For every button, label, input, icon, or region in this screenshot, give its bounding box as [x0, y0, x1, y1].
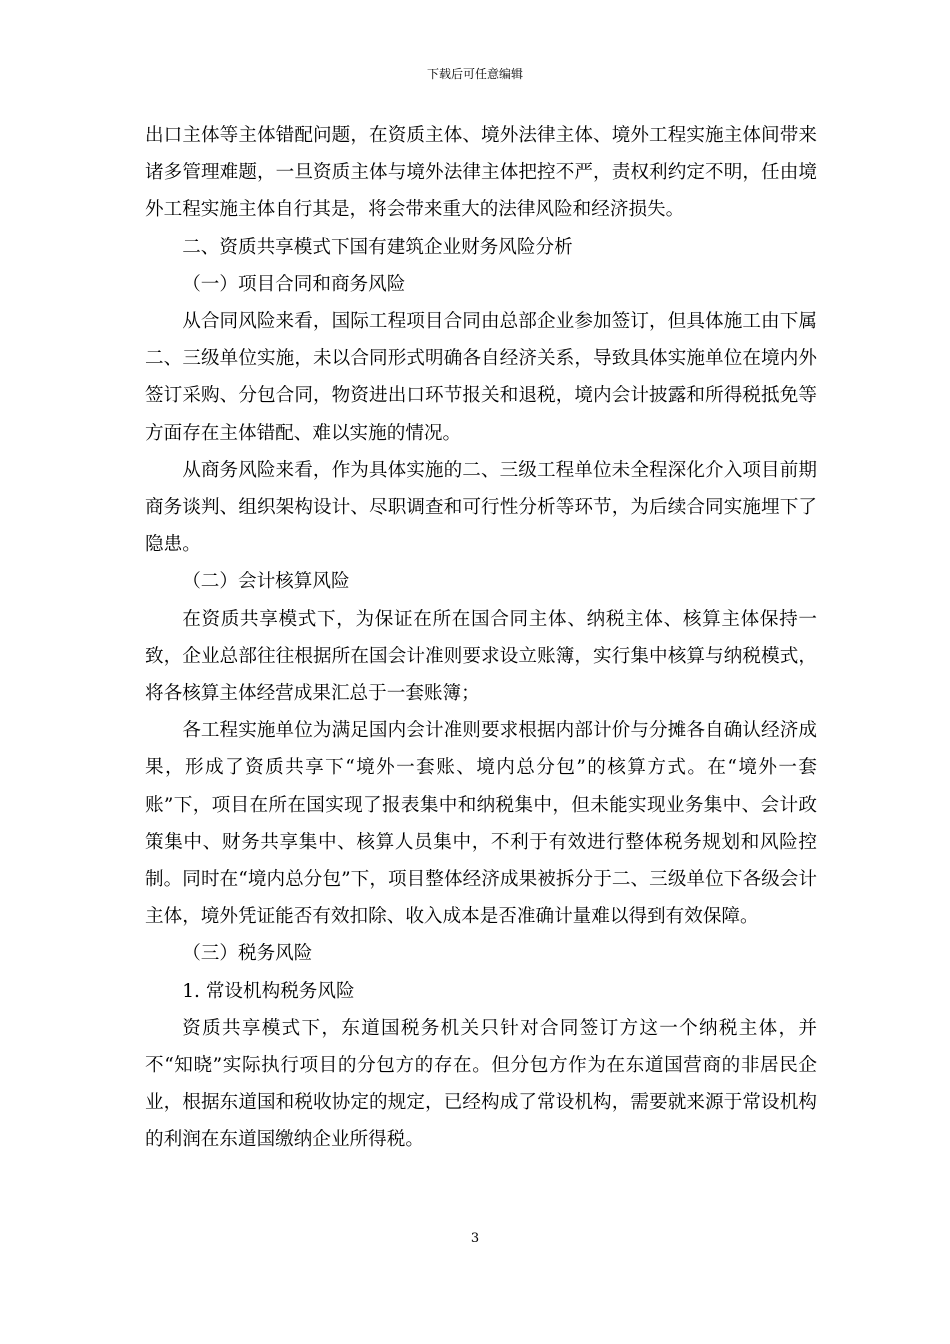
- subsection-heading: （三）税务风险: [182, 943, 313, 965]
- paragraph: 各工程实施单位为满足国内会计准则要求根据内部计价与分摊各自确认经济成果，形成了资质共享下“境外一套账、境内总分包”的核算方式。在“境外一套账”下，项目在所在国实现了报表集中和纳税集中，但未能实现业务集中、会计政策集中、财务共享集中、核算人员集中，不利于有效进行整体税务规划和风险控制。同时在“境内总分包”下，项目整体经济成果被拆分于二、三级单位下各级会计主体，境外凭证能否有效扣除、收入成本是否准确计量难以得到有效保障。: [145, 720, 817, 928]
- paragraph: 资质共享模式下，东道国税务机关只针对合同签订方这一个纳税主体，并不“知晓”实际执行项目的分包方的存在。但分包方作为在东道国营商的非居民企业，根据东道国和税收协定的规定，已经构成了常设机构，需要就来源于常设机构的利润在东道国缴纳企业所得税。: [145, 1017, 817, 1151]
- numbered-heading: 1. 常设机构税务风险: [182, 980, 355, 1002]
- paragraph-continuation: 出口主体等主体错配问题，在资质主体、境外法律主体、境外工程实施主体间带来诸多管理难题，一旦资质主体与境外法律主体把控不严，责权利约定不明，任由境外工程实施主体自行其是，将会带来重大的法律风险和经济损失。: [145, 125, 817, 221]
- subsection-heading: （一）项目合同和商务风险: [182, 273, 406, 295]
- page-header: 下载后可任意编辑: [426, 67, 523, 81]
- subsection-heading: （二）会计核算风险: [182, 571, 350, 593]
- paragraph: 在资质共享模式下，为保证在所在国合同主体、纳税主体、核算主体保持一致，企业总部往往根据所在国会计准则要求设立账簿，实行集中核算与纳税模式，将各核算主体经营成果汇总于一套账簿；: [145, 608, 817, 705]
- document-body: [145, 117, 817, 1159]
- section-heading: 二、资质共享模式下国有建筑企业财务风险分析: [182, 236, 573, 258]
- paragraph: 从商务风险来看，作为具体实施的二、三级工程单位未全程深化介入项目前期商务谈判、组织架构设计、尽职调查和可行性分析等环节，为后续合同实施埋下了隐患。: [145, 459, 817, 556]
- page-number: 3: [470, 1231, 480, 1246]
- paragraph: 从合同风险来看，国际工程项目合同由总部企业参加签订，但具体施工由下属二、三级单位实施，未以合同形式明确各自经济关系，导致具体实施单位在境内外签订采购、分包合同，物资进出口环节报关和退税，境内会计披露和所得税抵免等方面存在主体错配、难以实施的情况。: [145, 311, 817, 444]
